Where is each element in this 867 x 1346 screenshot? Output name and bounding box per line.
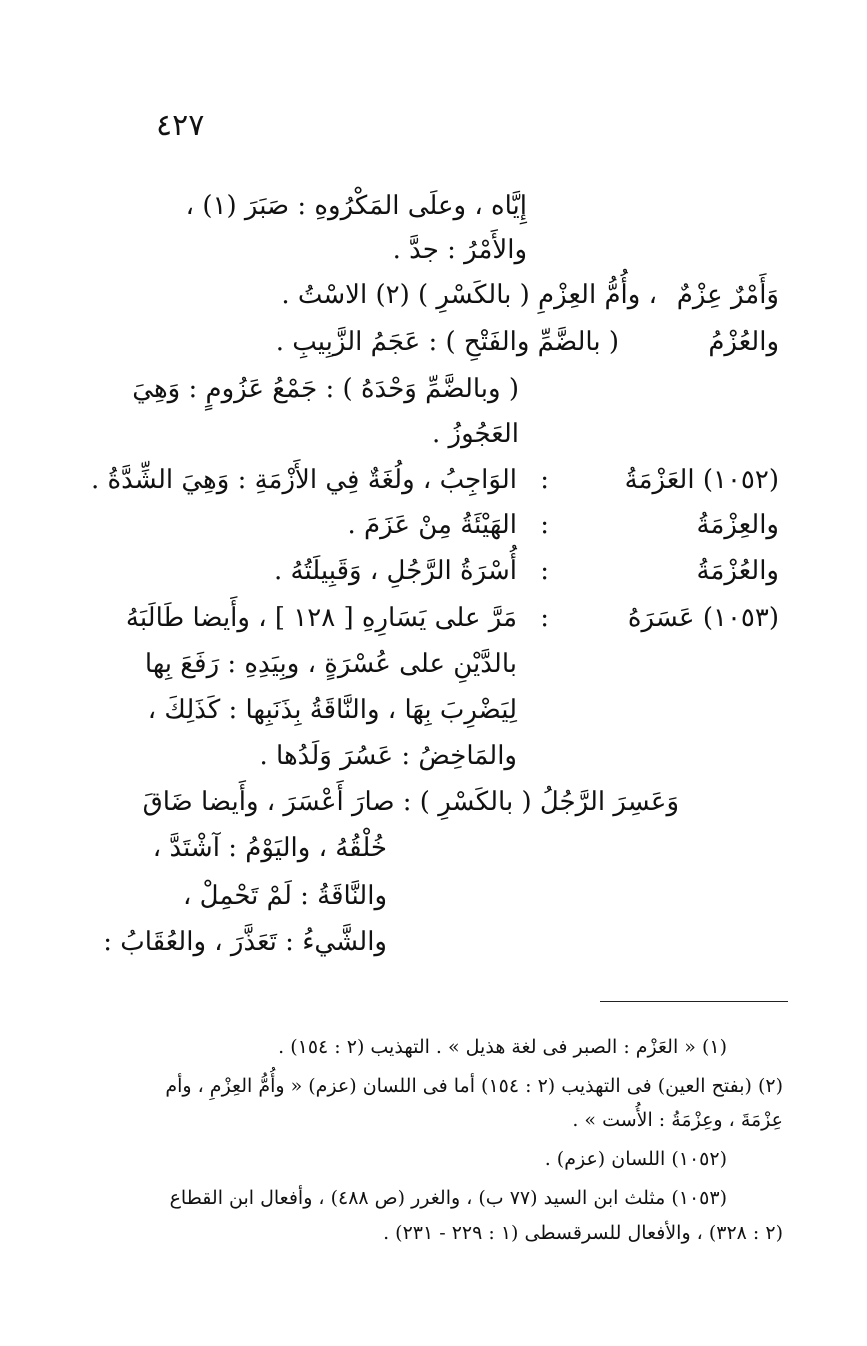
footnote-line: (١٠٥٣) مثلث ابن السيد (٧٧ ب) ، والغرر (ص ٤٨٨) ، وأفعال ابن القطاع xyxy=(169,1187,727,1209)
footnote-line: (١) « العَزْم : الصبر فى لغة هذيل » . التهذيب (٢ : ١٥٤) . xyxy=(278,1036,727,1058)
entry-headword: والعُزْمُ xyxy=(708,327,779,357)
entry-text: أُسْرَةُ الرَّجُلِ ، وَقَبِيلَتُهُ . xyxy=(273,556,517,586)
entry-line xyxy=(145,642,517,686)
footnote-line: عِزْمَةَ ، وعِزْمَةُ : الأُست » . xyxy=(572,1109,783,1131)
entry-headword: (١٠٥٣) عَسَرَهُ xyxy=(627,603,779,633)
entry-text: والنَّاقَةُ : لَمْ تَحْمِلْ ، xyxy=(182,881,387,911)
entry-text: والمَاخِضُ : عَسُرَ وَلَدُها . xyxy=(259,741,517,771)
entry-text: الوَاجِبُ ، ولُغَةٌ فِي الأَزْمَةِ : وَهِيَ الشِّدَّةُ . xyxy=(90,465,517,495)
entry-line xyxy=(153,826,387,870)
entry-headword: والعِزْمَةُ xyxy=(696,510,779,540)
footnote-line: (٢) (بفتح العين) فى التهذيب (٢ : ١٥٤) أما فى اللسان (عزم) « وأُمُّ العِزْمِ ، وأم xyxy=(165,1075,783,1097)
footnote-line: (٢ : ٣٢٨) ، والأفعال للسرقسطى (١ : ٢٢٩ - ٢٣١) . xyxy=(383,1222,783,1244)
page-number: ٤٢٧ xyxy=(156,108,205,143)
entry-headword: (١٠٥٢) العَزْمَةُ xyxy=(624,465,779,495)
entry-line xyxy=(393,228,527,272)
entry-line xyxy=(132,367,519,411)
entry-headword: والعُزْمَةُ xyxy=(696,556,779,586)
entry-text: خُلْقُهُ ، واليَوْمُ : آشْتَدَّ ، xyxy=(152,833,387,863)
entry-text: ، وأُمُّ العِزْمِ ( بالكَسْرِ ) (٢) الاسْتُ . xyxy=(281,280,657,310)
entry-text: إِيَّاه ، وعلَى المَكْرُوهِ : صَبَرَ (١) ، xyxy=(185,191,527,221)
entry-line xyxy=(186,184,527,228)
entry-text: بالدَّيْنِ على عُسْرَةٍ ، وبِيَدِهِ : رَفَعَ بِها xyxy=(144,649,517,679)
entry-text: وَعَسِرَ الرَّجُلُ ( بالكَسْرِ ) : صارَ أَعْسَرَ ، وأَيضا ضَاقَ xyxy=(142,787,679,817)
entry-text: مَرَّ على يَسَارِهِ [ ١٢٨ ] ، وأَيضا طَالَبَهُ xyxy=(125,603,517,633)
entry-headword: وَأَمْرٌ عِزْمٌ xyxy=(676,280,779,310)
entry-line xyxy=(143,780,679,824)
footnote-line: (١٠٥٢) اللسان (عزم) . xyxy=(544,1148,727,1170)
entry-text: ( بالضَّمِّ والفَتْحِ ) : عَجَمُ الزَّبِيبِ . xyxy=(275,327,619,357)
entry-text: لِيَضْرِبَ بِهَا ، والنَّاقَةُ بِذَنَبِها : كَذَلِكَ ، xyxy=(147,695,517,725)
entry-colon: : xyxy=(540,556,549,586)
footnote-divider xyxy=(600,1001,788,1002)
entry-text: الهَيْئَةُ مِنْ عَزَمَ . xyxy=(347,510,517,540)
entry-text: والشَّيءُ : تَعَذَّرَ ، والعُقَابُ : xyxy=(103,927,387,957)
entry-colon: : xyxy=(540,510,549,540)
entry-line xyxy=(183,874,387,918)
entry-text: ( وبالضَّمِّ وَحْدَهُ ) : جَمْعُ عَزُومٍ : وَهِيَ xyxy=(132,374,519,404)
entry-colon: : xyxy=(540,465,549,495)
entry-line xyxy=(148,688,517,732)
entry-text: العَجُوزُ . xyxy=(432,419,519,449)
entry-line xyxy=(260,734,517,778)
entry-text: والأَمْرُ : جدَّ . xyxy=(392,235,527,265)
entry-line xyxy=(103,920,387,964)
entry-line xyxy=(432,412,519,456)
entry-colon: : xyxy=(540,603,549,633)
